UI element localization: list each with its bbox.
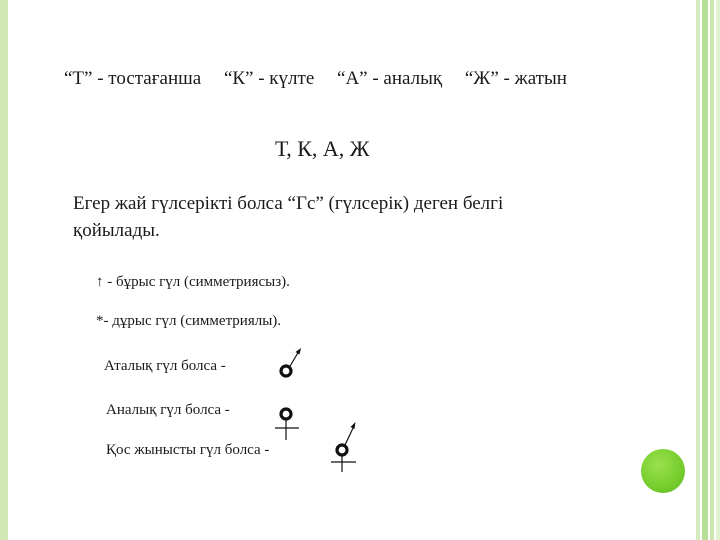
actinomorphic-note: *- дұрыс гүл (симметриялы). [96,313,282,329]
female-symbol-icon [274,404,300,442]
bisexual-symbol-icon [330,420,360,474]
definition-t: “Т” - тостағанша [64,68,202,89]
part-definitions [64,68,585,90]
definition-zh: “Ж” - жатын [464,68,567,89]
perianth-note: Егер жай гүлсерікті болса “Гс” (гүлсерік) деген белгі қойылады. [73,193,504,241]
zygomorphic-note: ↑ - бұрыс гүл (симметриясыз). [96,274,290,290]
male-flower-label: Аталық гүл болса - [104,358,226,374]
decorative-green-dot [641,449,685,493]
definition-k: “К” - күлте [223,68,315,89]
definition-a: “А” - аналық [337,68,443,89]
abbreviation-line: Т, К, А, Ж [275,136,370,161]
male-symbol-icon [276,346,306,382]
left-frame-stripe [0,0,8,540]
bisexual-flower-label: Қос жынысты гүл болса - [106,442,270,458]
female-flower-label: Аналық гүл болса - [106,402,230,418]
right-frame-stripes [692,0,720,540]
